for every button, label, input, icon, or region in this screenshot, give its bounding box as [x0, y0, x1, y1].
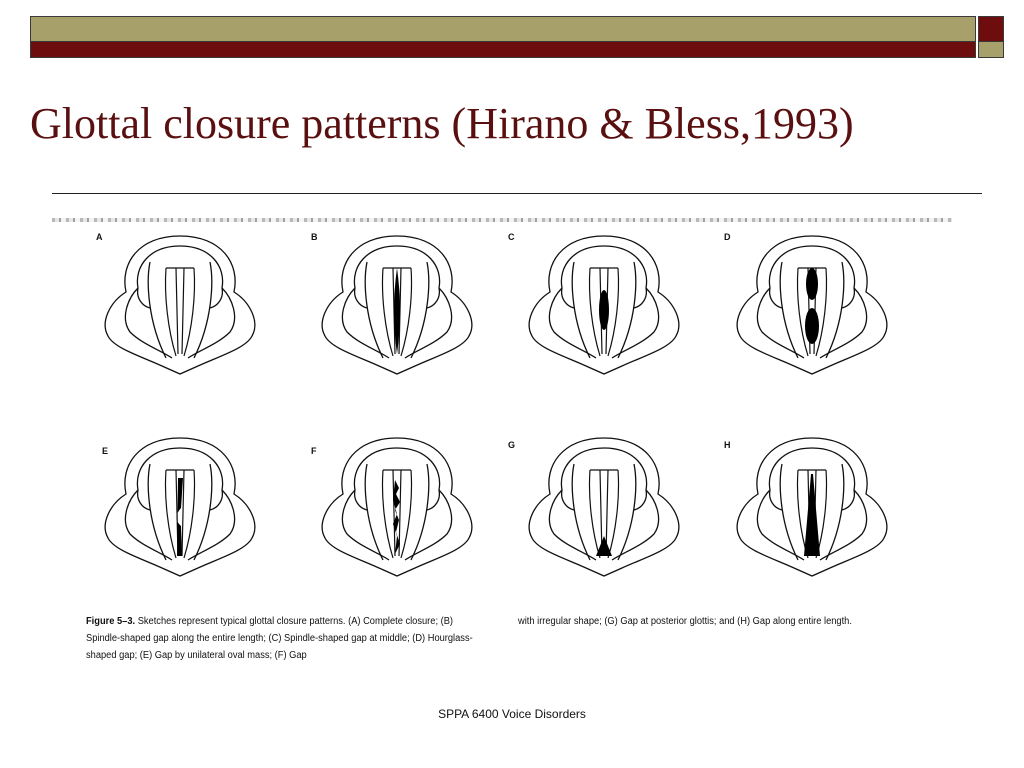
larynx-sketch-d	[712, 226, 912, 391]
panel-letter: G	[508, 440, 516, 450]
larynx-sketch-f	[297, 428, 497, 593]
panel-letter: E	[102, 446, 109, 456]
header-square-maroon	[978, 16, 1004, 42]
panel-letter: F	[311, 446, 317, 456]
larynx-sketch-a	[80, 226, 280, 391]
figure-label: Figure 5–3.	[86, 616, 136, 627]
panel-letter: D	[724, 232, 731, 242]
panel-d	[712, 226, 912, 391]
larynx-sketch-g	[504, 428, 704, 593]
caption-text: Sketches represent typical glottal closure patterns. (A) Complete closure; (B) Spindle-shaped gap along the entire length; (C) Spindle-shaped gap at middle; (D) Hourglass-shaped gap; (E) Gap by unilateral oval mass; (F) Gap	[86, 616, 473, 661]
title-rule	[52, 193, 982, 194]
figure-scan	[52, 218, 952, 688]
larynx-sketch-b	[297, 226, 497, 391]
larynx-sketch-h	[712, 428, 912, 593]
panel-letter: A	[96, 232, 103, 242]
slide-footer: SPPA 6400 Voice Disorders	[438, 707, 586, 721]
header-bar-maroon	[30, 42, 976, 58]
panel-f	[297, 428, 497, 593]
panel-letter: B	[311, 232, 318, 242]
slide-title: Glottal closure patterns (Hirano & Bless,1993)	[30, 99, 854, 148]
figure-caption-part-1	[86, 613, 486, 664]
panel-e	[80, 428, 280, 593]
panel-b	[297, 226, 497, 391]
panel-letter: H	[724, 440, 731, 450]
scan-edge	[52, 218, 952, 222]
figure-caption-part-2	[518, 613, 909, 630]
larynx-sketch-c	[504, 226, 704, 391]
caption-text: with irregular shape; (G) Gap at posterior glottis; and (H) Gap along entire length.	[518, 616, 852, 627]
panel-c	[504, 226, 704, 391]
header-square-olive	[978, 42, 1004, 58]
header-bar-olive	[30, 16, 976, 42]
panel-h	[712, 428, 912, 593]
panel-a	[80, 226, 280, 391]
larynx-sketch-e	[80, 428, 280, 593]
panel-letter: C	[508, 232, 515, 242]
panel-g	[504, 428, 704, 593]
